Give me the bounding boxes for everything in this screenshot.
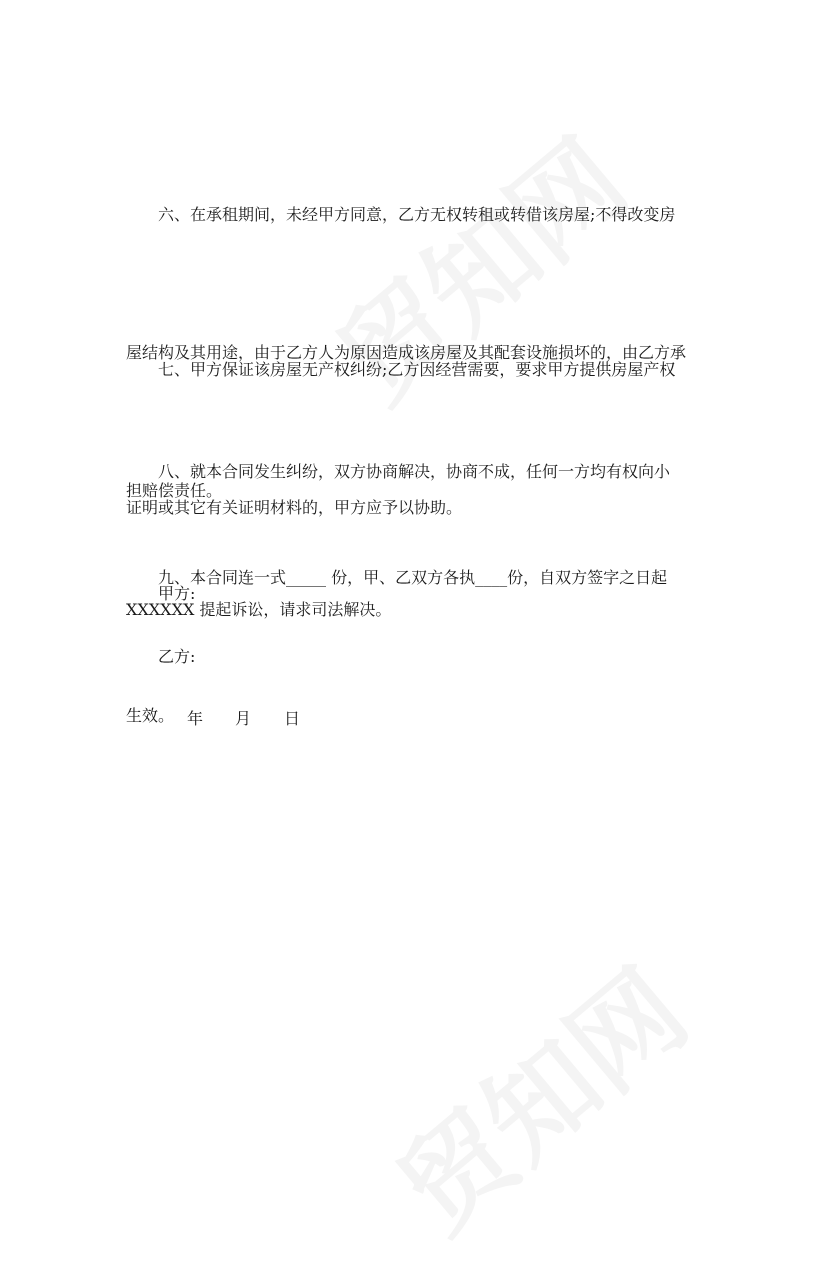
watermark <box>360 928 714 1261</box>
clause-line: 六、在承租期间，未经甲方同意，乙方无权转租或转借该房屋;不得改变房 <box>158 205 676 224</box>
party-b-label: 乙方: <box>158 647 196 666</box>
clause-line: 七、甲方保证该房屋无产权纠纷;乙方因经营需要，要求甲方提供房屋产权 <box>158 360 676 379</box>
clause-line: 九、本合同连一式_____ 份，甲、乙双方各执____份，自双方签字之日起 <box>158 568 668 587</box>
clause-line: 生效。 <box>126 706 175 725</box>
clause-line: XXXXXX 提起诉讼，请求司法解决。 <box>126 600 392 619</box>
date-day-label: 日 <box>284 709 301 728</box>
clause-line: 八、就本合同发生纠纷，双方协商解决，协商不成，任何一方均有权向小 <box>158 462 671 481</box>
clause-line: 担赔偿责任。 <box>126 481 223 500</box>
party-a-label: 甲方: <box>158 584 196 603</box>
clause-line: 证明或其它有关证明材料的，甲方应予以协助。 <box>126 498 463 517</box>
clause-nine <box>126 463 710 831</box>
date-month-label: 月 <box>235 709 252 728</box>
date-year-label: 年 <box>187 709 204 728</box>
clause-line: 屋结构及其用途，由于乙方人为原因造成该房屋及其配套设施损坏的，由乙方承 <box>126 343 687 362</box>
